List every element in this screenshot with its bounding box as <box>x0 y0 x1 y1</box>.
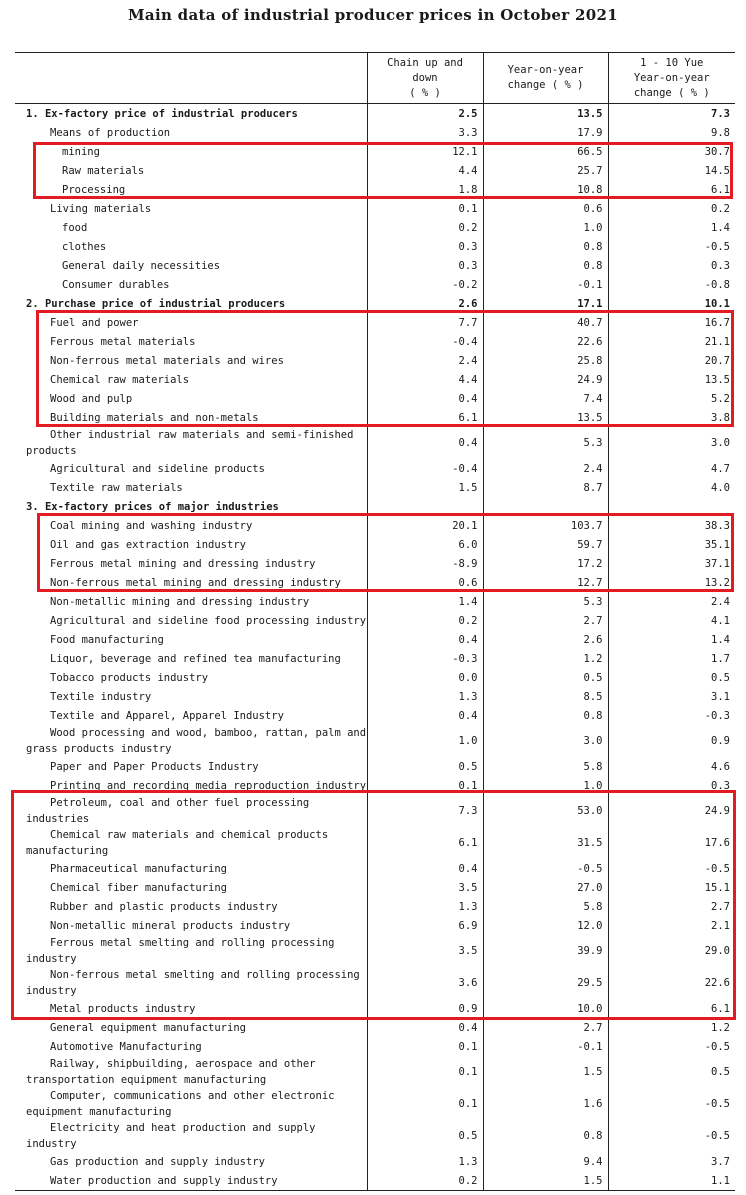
yoy-value: 1.2 <box>483 649 608 668</box>
chain-value: 6.1 <box>367 827 483 859</box>
chain-value: 0.2 <box>367 611 483 630</box>
row-label: General equipment manufacturing <box>50 1021 246 1034</box>
table-row <box>15 389 735 408</box>
cumulative-value: 30.7 <box>608 142 735 161</box>
chain-value: 0.1 <box>367 1056 483 1088</box>
table-row <box>15 1088 735 1120</box>
table-row <box>15 706 735 725</box>
row-label: Chemical raw materials and chemical products manufacturing <box>26 829 329 857</box>
cumulative-value: -0.5 <box>608 1120 735 1152</box>
row-label: Textile raw materials <box>50 481 183 494</box>
chain-value: 0.1 <box>367 1037 483 1056</box>
table-row <box>15 459 735 478</box>
cumulative-value: -0.5 <box>608 859 735 878</box>
yoy-value: 0.8 <box>483 256 608 275</box>
row-label: Fuel and power <box>50 316 139 329</box>
row-label: Rubber and plastic products industry <box>50 900 278 913</box>
chain-value: 1.3 <box>367 897 483 916</box>
cumulative-value: 6.1 <box>608 180 735 199</box>
row-label: Wood processing and wood, bamboo, rattan, palm and grass products industry <box>26 727 367 755</box>
row-label: Ferrous metal mining and dressing industry <box>50 557 316 570</box>
cumulative-value: 4.0 <box>608 478 735 497</box>
table-row <box>15 161 735 180</box>
row-label: clothes <box>62 240 107 253</box>
table-row <box>15 294 735 313</box>
row-label: Coal mining and washing industry <box>50 519 253 532</box>
chain-value: 2.5 <box>367 104 483 124</box>
cumulative-value: 3.7 <box>608 1152 735 1171</box>
yoy-value: 40.7 <box>483 313 608 332</box>
table-row <box>15 516 735 535</box>
cumulative-value: 0.5 <box>608 668 735 687</box>
cumulative-value: 1.4 <box>608 218 735 237</box>
cumulative-value: 0.9 <box>608 725 735 757</box>
header-item <box>15 53 367 104</box>
chain-value: 0.5 <box>367 757 483 776</box>
chain-value <box>367 497 483 516</box>
yoy-value: 22.6 <box>483 332 608 351</box>
yoy-value: 17.2 <box>483 554 608 573</box>
chain-value: 7.7 <box>367 313 483 332</box>
chain-value: -0.2 <box>367 275 483 294</box>
table-row <box>15 897 735 916</box>
table-row <box>15 256 735 275</box>
header-row <box>15 53 735 104</box>
row-label: Non-metallic mineral products industry <box>50 919 291 932</box>
yoy-value: 66.5 <box>483 142 608 161</box>
chain-value: 0.3 <box>367 237 483 256</box>
yoy-value: 13.5 <box>483 104 608 124</box>
cumulative-value: 13.2 <box>608 573 735 592</box>
table-row <box>15 427 735 459</box>
cumulative-value: 4.6 <box>608 757 735 776</box>
row-label: Ferrous metal materials <box>50 335 196 348</box>
yoy-value: -0.1 <box>483 1037 608 1056</box>
table-row <box>15 649 735 668</box>
cumulative-value: -0.5 <box>608 1037 735 1056</box>
yoy-value: 25.8 <box>483 351 608 370</box>
row-label: Raw materials <box>62 164 145 177</box>
yoy-value: 17.1 <box>483 294 608 313</box>
table-row <box>15 859 735 878</box>
row-label: food <box>62 221 88 234</box>
chain-value: 7.3 <box>367 795 483 827</box>
table-row <box>15 104 735 124</box>
chain-value: -0.4 <box>367 459 483 478</box>
row-label: Non-ferrous metal materials and wires <box>50 354 284 367</box>
cumulative-value: 2.4 <box>608 592 735 611</box>
chain-value: -0.3 <box>367 649 483 668</box>
yoy-value: 0.6 <box>483 199 608 218</box>
chain-value: 0.4 <box>367 859 483 878</box>
chain-value: -0.4 <box>367 332 483 351</box>
yoy-value: 24.9 <box>483 370 608 389</box>
yoy-value: 10.8 <box>483 180 608 199</box>
cumulative-value: 6.1 <box>608 999 735 1018</box>
header-cumulative: 1 - 10 Yue Year-on-year change ( % ) <box>608 53 735 104</box>
chain-value: 3.5 <box>367 878 483 897</box>
cumulative-value: 24.9 <box>608 795 735 827</box>
cumulative-value: 0.2 <box>608 199 735 218</box>
chain-value: 3.5 <box>367 935 483 967</box>
chain-value: 0.6 <box>367 573 483 592</box>
cumulative-value: 17.6 <box>608 827 735 859</box>
row-label: Chemical raw materials <box>50 373 190 386</box>
cumulative-value: 15.1 <box>608 878 735 897</box>
table-row <box>15 332 735 351</box>
row-label: Gas production and supply industry <box>50 1155 265 1168</box>
cumulative-value: 3.8 <box>608 408 735 427</box>
yoy-value: 53.0 <box>483 795 608 827</box>
cumulative-value: 13.5 <box>608 370 735 389</box>
row-label: Computer, communications and other electronic equipment manufacturing <box>26 1090 335 1118</box>
table-row <box>15 795 735 827</box>
chain-value: 1.3 <box>367 687 483 706</box>
yoy-value: 5.8 <box>483 897 608 916</box>
row-label: Non-ferrous metal smelting and rolling processing industry <box>26 969 360 997</box>
yoy-value: 2.4 <box>483 459 608 478</box>
row-label: 1. Ex-factory price of industrial producers <box>26 107 298 120</box>
yoy-value: 31.5 <box>483 827 608 859</box>
yoy-value: 5.3 <box>483 592 608 611</box>
row-label: Other industrial raw materials and semi-finished products <box>26 429 354 457</box>
chain-value: 2.4 <box>367 351 483 370</box>
table-row <box>15 199 735 218</box>
row-label: Petroleum, coal and other fuel processing industries <box>26 797 310 825</box>
yoy-value: 5.3 <box>483 427 608 459</box>
cumulative-value: 3.0 <box>608 427 735 459</box>
yoy-value <box>483 497 608 516</box>
yoy-value: 0.8 <box>483 237 608 256</box>
row-label: Wood and pulp <box>50 392 133 405</box>
chain-value: 0.4 <box>367 1018 483 1037</box>
chain-value: 0.4 <box>367 706 483 725</box>
yoy-value: 2.7 <box>483 611 608 630</box>
yoy-value: 12.7 <box>483 573 608 592</box>
chain-value: 1.3 <box>367 1152 483 1171</box>
chain-value: 0.2 <box>367 218 483 237</box>
table-row <box>15 668 735 687</box>
cumulative-value: 22.6 <box>608 967 735 999</box>
row-label: mining <box>62 145 100 158</box>
row-label: Ferrous metal smelting and rolling processing industry <box>26 937 335 965</box>
yoy-value: 29.5 <box>483 967 608 999</box>
row-label: Water production and supply industry <box>15 1171 367 1191</box>
cumulative-value: 4.7 <box>608 459 735 478</box>
cumulative-value: 35.1 <box>608 535 735 554</box>
table-row <box>15 878 735 897</box>
chain-value: 1.5 <box>367 478 483 497</box>
yoy-value: 13.5 <box>483 408 608 427</box>
table-row <box>15 1037 735 1056</box>
cumulative-value: 5.2 <box>608 389 735 408</box>
cumulative-value <box>608 497 735 516</box>
table-row <box>15 275 735 294</box>
yoy-value: 17.9 <box>483 123 608 142</box>
cumulative-value: 16.7 <box>608 313 735 332</box>
chain-value: 1.0 <box>367 725 483 757</box>
table-row <box>15 535 735 554</box>
cumulative-value: 29.0 <box>608 935 735 967</box>
chain-value: 4.4 <box>367 370 483 389</box>
chain-value: 3.6 <box>367 967 483 999</box>
yoy-value: 8.7 <box>483 478 608 497</box>
chain-value: 0.4 <box>367 389 483 408</box>
table-row <box>15 827 735 859</box>
yoy-value: 8.5 <box>483 687 608 706</box>
table-row <box>15 180 735 199</box>
yoy-value: 25.7 <box>483 161 608 180</box>
chain-value: 0.2 <box>367 1171 483 1191</box>
table-row <box>15 1171 735 1191</box>
cumulative-value: 1.1 <box>608 1171 735 1191</box>
cumulative-value: 1.7 <box>608 649 735 668</box>
table-row <box>15 237 735 256</box>
cumulative-value: 10.1 <box>608 294 735 313</box>
chain-value: 1.4 <box>367 592 483 611</box>
row-label: Agricultural and sideline food processing industry <box>50 614 367 627</box>
cumulative-value: 3.1 <box>608 687 735 706</box>
table-row <box>15 123 735 142</box>
table-row <box>15 497 735 516</box>
chain-value: 6.1 <box>367 408 483 427</box>
row-label: Tobacco products industry <box>50 671 209 684</box>
yoy-value: 0.5 <box>483 668 608 687</box>
yoy-value: 59.7 <box>483 535 608 554</box>
table-row <box>15 408 735 427</box>
row-label: Oil and gas extraction industry <box>50 538 246 551</box>
table-row <box>15 592 735 611</box>
row-label: Paper and Paper Products Industry <box>50 760 259 773</box>
chain-value: 2.6 <box>367 294 483 313</box>
table-row <box>15 218 735 237</box>
row-label: Pharmaceutical manufacturing <box>50 862 228 875</box>
table-title: Main data of industrial producer prices in October 2021 <box>128 6 618 24</box>
table-row <box>15 630 735 649</box>
cumulative-value: 2.7 <box>608 897 735 916</box>
chain-value: 0.1 <box>367 776 483 795</box>
chain-value: 3.3 <box>367 123 483 142</box>
price-table <box>15 52 735 1191</box>
yoy-value: 0.8 <box>483 1120 608 1152</box>
row-label: Non-ferrous metal mining and dressing industry <box>50 576 341 589</box>
table-row <box>15 1018 735 1037</box>
yoy-value: 27.0 <box>483 878 608 897</box>
yoy-value: 3.0 <box>483 725 608 757</box>
yoy-value: 2.7 <box>483 1018 608 1037</box>
row-label: Processing <box>62 183 126 196</box>
row-label: Agricultural and sideline products <box>50 462 265 475</box>
table-row <box>15 370 735 389</box>
row-label: Railway, shipbuilding, aerospace and other transportation equipment manufacturing <box>26 1058 316 1086</box>
yoy-value: -0.5 <box>483 859 608 878</box>
table-row <box>15 935 735 967</box>
cumulative-value: 1.4 <box>608 630 735 649</box>
row-label: Food manufacturing <box>50 633 164 646</box>
cumulative-value: 7.3 <box>608 104 735 124</box>
chain-value: 1.8 <box>367 180 483 199</box>
row-label: Printing and recording media reproduction industry <box>50 779 367 792</box>
yoy-value: 1.0 <box>483 218 608 237</box>
chain-value: 0.4 <box>367 427 483 459</box>
table-row <box>15 757 735 776</box>
yoy-value: 1.5 <box>483 1056 608 1088</box>
row-label: Liquor, beverage and refined tea manufacturing <box>50 652 341 665</box>
table-row <box>15 967 735 999</box>
cumulative-value: 1.2 <box>608 1018 735 1037</box>
header-chain: Chain up and down ( % ) <box>367 53 483 104</box>
yoy-value: 10.0 <box>483 999 608 1018</box>
row-label: Textile and Apparel, Apparel Industry <box>50 709 284 722</box>
cumulative-value: 0.3 <box>608 256 735 275</box>
table-row <box>15 1152 735 1171</box>
row-label: Textile industry <box>50 690 152 703</box>
chain-value: 12.1 <box>367 142 483 161</box>
yoy-value: 7.4 <box>483 389 608 408</box>
table-row <box>15 142 735 161</box>
chain-value: 4.4 <box>367 161 483 180</box>
cumulative-value: 0.3 <box>608 776 735 795</box>
chain-value: 0.0 <box>367 668 483 687</box>
yoy-value: 103.7 <box>483 516 608 535</box>
yoy-value: 5.8 <box>483 757 608 776</box>
row-label: 2. Purchase price of industrial producers <box>26 297 286 310</box>
chain-value: 0.5 <box>367 1120 483 1152</box>
chain-value: 0.1 <box>367 199 483 218</box>
cumulative-value: 2.1 <box>608 916 735 935</box>
cumulative-value: -0.3 <box>608 706 735 725</box>
cumulative-value: 0.5 <box>608 1056 735 1088</box>
row-label: Automotive Manufacturing <box>50 1040 202 1053</box>
cumulative-value: 14.5 <box>608 161 735 180</box>
table-row <box>15 1056 735 1088</box>
chain-value: 0.4 <box>367 630 483 649</box>
table-row <box>15 999 735 1018</box>
row-label: 3. Ex-factory prices of major industries <box>26 500 279 513</box>
row-label: Non-metallic mining and dressing industry <box>50 595 310 608</box>
cumulative-value: 21.1 <box>608 332 735 351</box>
row-label: Consumer durables <box>62 278 170 291</box>
cumulative-value: 37.1 <box>608 554 735 573</box>
yoy-value: 12.0 <box>483 916 608 935</box>
yoy-value: -0.1 <box>483 275 608 294</box>
table-row <box>15 611 735 630</box>
cumulative-value: -0.5 <box>608 1088 735 1120</box>
yoy-value: 9.4 <box>483 1152 608 1171</box>
yoy-value: 1.5 <box>483 1171 608 1191</box>
row-label: General daily necessities <box>62 259 221 272</box>
table-row <box>15 725 735 757</box>
table-row <box>15 776 735 795</box>
cumulative-value: 20.7 <box>608 351 735 370</box>
chain-value: 0.9 <box>367 999 483 1018</box>
cumulative-value: 9.8 <box>608 123 735 142</box>
row-label: Building materials and non-metals <box>50 411 259 424</box>
row-label: Chemical fiber manufacturing <box>50 881 228 894</box>
chain-value: 0.1 <box>367 1088 483 1120</box>
chain-value: 6.9 <box>367 916 483 935</box>
cumulative-value: 4.1 <box>608 611 735 630</box>
yoy-value: 0.8 <box>483 706 608 725</box>
table-body <box>15 104 735 1191</box>
cumulative-value: 38.3 <box>608 516 735 535</box>
table-row <box>15 1120 735 1152</box>
table-row <box>15 916 735 935</box>
table-row <box>15 478 735 497</box>
yoy-value: 2.6 <box>483 630 608 649</box>
table-row <box>15 313 735 332</box>
table-row <box>15 554 735 573</box>
yoy-value: 39.9 <box>483 935 608 967</box>
row-label: Metal products industry <box>50 1002 196 1015</box>
row-label: Means of production <box>50 126 171 139</box>
row-label: Living materials <box>50 202 152 215</box>
chain-value: -8.9 <box>367 554 483 573</box>
chain-value: 6.0 <box>367 535 483 554</box>
chain-value: 20.1 <box>367 516 483 535</box>
header-yoy: Year-on-year change ( % ) <box>483 53 608 104</box>
yoy-value: 1.6 <box>483 1088 608 1120</box>
cumulative-value: -0.8 <box>608 275 735 294</box>
table-row <box>15 573 735 592</box>
row-label: Electricity and heat production and supply industry <box>26 1122 316 1150</box>
yoy-value: 1.0 <box>483 776 608 795</box>
cumulative-value: -0.5 <box>608 237 735 256</box>
table-row <box>15 351 735 370</box>
table-row <box>15 687 735 706</box>
chain-value: 0.3 <box>367 256 483 275</box>
